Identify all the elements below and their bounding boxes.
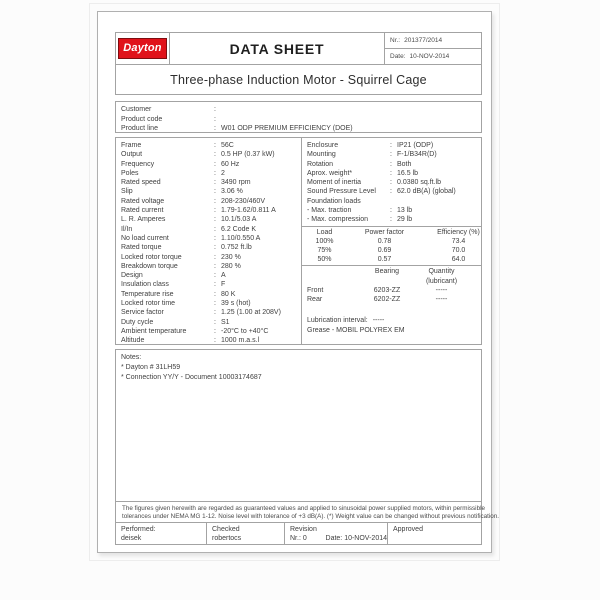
spec-label: Temperature rise — [121, 290, 174, 298]
colon: : — [214, 225, 216, 233]
colon: : — [214, 253, 216, 261]
datasheet-page — [97, 11, 500, 553]
spec-row-temperature-rise — [121, 290, 301, 299]
colon: : — [214, 337, 216, 345]
spec-label: Ambient temperature — [121, 327, 187, 335]
grease-value: Grease - MOBIL POLYREX EM — [307, 327, 405, 335]
spec-label: Enclosure — [307, 142, 339, 149]
spec-row-slip — [121, 187, 301, 196]
efficiency-cell: 70.0 — [451, 247, 466, 255]
colon: : — [214, 281, 216, 289]
doc-number-value: 201377/2014 — [404, 37, 443, 44]
spec-row-service-factor — [121, 308, 301, 317]
bearing-position-cell: Front — [307, 286, 324, 294]
revision-label: Revision — [290, 526, 317, 533]
bearing-table — [302, 267, 481, 304]
spec-row-lr-amperes — [121, 215, 301, 224]
spec-row-rated-speed — [121, 178, 301, 187]
spec-label: Poles — [121, 169, 139, 177]
spec-value: 56C — [221, 142, 234, 149]
spec-value: 3490 rpm — [221, 179, 251, 187]
customer-label: Customer — [121, 106, 152, 113]
notes-line: * Connection YY/Y - Document 10003174687 — [121, 374, 262, 381]
spec-value: 39 s (hot) — [221, 300, 251, 308]
colon: : — [214, 300, 216, 308]
checked-label: Checked — [212, 526, 240, 533]
spec-label: - Max. traction — [307, 207, 352, 215]
bearing-cell: 6202-ZZ — [373, 296, 401, 304]
bearing-quantity-cell: ----- — [435, 286, 448, 294]
spec-label: Altitude — [121, 337, 145, 345]
colon: : — [214, 179, 216, 187]
spec-row-rated-torque — [121, 243, 301, 252]
colon: : — [214, 262, 216, 270]
colon: : — [214, 207, 216, 215]
spec-label: Sound Pressure Level — [307, 188, 376, 196]
spec-value: 0.5 HP (0.37 kW) — [221, 151, 275, 159]
lubrication-interval-value: ----- — [372, 317, 385, 325]
colon: : — [214, 327, 216, 335]
bearing-table-header-bearing: Bearing — [374, 268, 400, 276]
spec-row-max-compression — [302, 215, 481, 224]
divider — [302, 226, 481, 227]
notes-line: * Dayton # 31LH59 — [121, 364, 181, 371]
spec-label: Rotation — [307, 160, 334, 168]
spec-row-max-traction — [302, 206, 481, 215]
spec-label: Locked rotor time — [121, 300, 176, 308]
spec-label: Breakdown torque — [121, 262, 178, 270]
colon: : — [214, 197, 216, 205]
bearing-cell: 6203-ZZ — [373, 286, 401, 294]
footer-revision-cell — [284, 523, 387, 544]
efficiency-cell: 64.0 — [451, 256, 466, 264]
spec-row-ambient-temperature — [121, 327, 301, 336]
colon: : — [214, 272, 216, 280]
spec-label: Service factor — [121, 309, 164, 317]
header-table — [115, 32, 482, 65]
spec-row-foundation-loads — [302, 197, 481, 206]
colon: : — [214, 142, 216, 149]
spec-value: 1.10/0.550 A — [221, 234, 261, 242]
spec-label: Slip — [121, 188, 133, 196]
spec-label: Mounting — [307, 151, 336, 159]
product-line-row — [121, 124, 481, 134]
spec-label: - Max. compression — [307, 216, 369, 224]
spec-label: No load current — [121, 234, 169, 242]
lubrication-interval-label: Lubrication interval: — [307, 317, 368, 325]
colon: : — [214, 290, 216, 298]
load-table — [302, 228, 481, 265]
spec-label: Foundation loads — [307, 197, 361, 205]
spec-value: 6.2 Code K — [221, 225, 257, 233]
disclaimer-line: tolerances under NEMA MG 1-12. Noise level with tolerance of +3 dB(A). (*) Weight value can be changed without previous notification. — [122, 513, 500, 521]
checked-value: robertocs — [212, 535, 242, 543]
spec-label: Rated voltage — [121, 197, 165, 205]
grease-row — [302, 326, 481, 336]
efficiency-cell: 73.4 — [451, 237, 466, 245]
colon: : — [390, 179, 392, 187]
doc-date-label: Date: — [390, 53, 406, 60]
bearing-table-header-position — [302, 267, 352, 285]
divider — [302, 265, 481, 266]
revision-number: Nr.: 0 — [290, 535, 307, 543]
customer-row — [121, 105, 481, 115]
spec-row-output — [121, 150, 301, 159]
spec-label: Il/In — [121, 225, 133, 233]
spec-row-mounting — [302, 150, 481, 159]
disclaimer-section — [115, 501, 500, 523]
colon: : — [390, 151, 392, 159]
spec-label: Aprox. weight* — [307, 169, 353, 177]
notes-title: Notes: — [121, 354, 142, 361]
spec-value: 0.0380 sq.ft.lb — [397, 179, 441, 187]
lubrication-interval-row — [302, 316, 481, 326]
spec-label: L. R. Amperes — [121, 216, 166, 224]
spec-value: 3.06 % — [221, 188, 243, 196]
colon: : — [214, 309, 216, 317]
spec-row-insulation-class — [121, 280, 301, 289]
bearing-position-cell: Rear — [307, 296, 323, 304]
spec-row-frame — [121, 141, 301, 150]
load-cell: 50% — [317, 256, 332, 264]
approved-label: Approved — [393, 526, 423, 533]
spec-value: 1000 m.a.s.l — [221, 337, 260, 345]
spec-row-enclosure — [302, 141, 481, 150]
disclaimer-line: The figures given herewith are regarded as guaranteed values and applied to sinusoidal power supplied motors, within permissible — [122, 505, 485, 512]
spec-value: 1.25 (1.00 at 208V) — [221, 309, 281, 317]
spec-row-approx-weight — [302, 169, 481, 178]
colon: : — [390, 207, 392, 215]
spec-value: 16.5 lb — [397, 169, 419, 177]
spec-value: F-1/B34R(D) — [397, 151, 437, 159]
spec-row-altitude — [121, 336, 301, 345]
colon: : — [214, 106, 216, 113]
colon: : — [214, 160, 216, 168]
customer-section — [115, 101, 482, 133]
dayton-logo: Dayton — [118, 38, 166, 59]
notes-section — [115, 349, 482, 502]
colon: : — [390, 216, 392, 224]
spec-label: Frequency — [121, 160, 155, 168]
colon: : — [214, 234, 216, 242]
power-factor-cell: 0.69 — [377, 247, 392, 255]
doc-number-label: Nr.: — [390, 37, 401, 44]
footer-table — [115, 522, 482, 545]
revision-date: Date: 10-NOV-2014 — [325, 535, 387, 543]
colon: : — [214, 244, 216, 252]
spec-row-rotation — [302, 160, 481, 169]
spec-label: Duty cycle — [121, 318, 154, 326]
datasheet-title-cell — [170, 33, 384, 64]
spec-value: -20°C to +40°C — [221, 327, 269, 335]
spec-value: 2 — [221, 169, 225, 177]
spec-value: 60 Hz — [221, 160, 240, 168]
colon: : — [214, 188, 216, 196]
product-line-label: Product line — [121, 125, 158, 132]
bearing-table-header-quantity: Quantity (lubricant) — [425, 268, 458, 285]
footer-performed-cell — [116, 523, 206, 544]
spec-value: 29 lb — [397, 216, 413, 224]
power-factor-cell: 0.57 — [377, 256, 392, 264]
doc-number-row — [385, 33, 481, 48]
spec-value: 62.0 dB(A) (global) — [397, 188, 456, 196]
doc-date-row — [385, 48, 481, 64]
spec-label: Rated speed — [121, 179, 161, 187]
product-line-value: W01 ODP PREMIUM EFFICIENCY (DOE) — [221, 125, 353, 132]
spec-row-breakdown-torque — [121, 262, 301, 271]
spec-row-design — [121, 271, 301, 280]
power-factor-cell: 0.78 — [377, 237, 392, 245]
colon: : — [214, 169, 216, 177]
product-code-row — [121, 115, 481, 125]
load-cell: 100% — [315, 237, 334, 245]
spec-row-rated-voltage — [121, 197, 301, 206]
spec-value: 1.79-1.62/0.811 A — [221, 207, 276, 215]
spec-row-rated-current — [121, 206, 301, 215]
document-subtitle: Three-phase Induction Motor - Squirrel Cage — [170, 72, 427, 87]
spec-label: Output — [121, 151, 143, 159]
spec-row-moment-of-inertia — [302, 178, 481, 187]
spec-row-locked-rotor-torque — [121, 253, 301, 262]
performed-value: deisek — [121, 535, 142, 543]
spec-right-column — [301, 138, 481, 344]
spec-row-no-load-current — [121, 234, 301, 243]
datasheet-title: DATA SHEET — [229, 40, 325, 57]
spec-row-poles — [121, 169, 301, 178]
load-table-header-power-factor: Power factor — [364, 228, 405, 236]
spec-row-sound-pressure-level — [302, 187, 481, 196]
product-code-label: Product code — [121, 115, 163, 123]
load-table-header-load: Load — [316, 228, 333, 236]
spec-row-duty-cycle — [121, 318, 301, 327]
spec-value: A — [221, 272, 226, 280]
colon: : — [214, 125, 216, 132]
spec-value: 10.1/5.03 A — [221, 216, 257, 224]
load-cell: 75% — [317, 247, 332, 255]
spec-label: Locked rotor torque — [121, 253, 182, 261]
colon: : — [390, 160, 392, 168]
spec-row-il-in — [121, 225, 301, 234]
spec-row-frequency — [121, 160, 301, 169]
spec-value: 208-230/460V — [221, 197, 265, 205]
spec-value: Both — [397, 160, 412, 168]
spec-section — [115, 137, 482, 345]
spec-label: Moment of inertia — [307, 179, 362, 187]
colon: : — [214, 318, 216, 326]
spec-left-column — [116, 138, 301, 344]
spec-label: Design — [121, 272, 143, 280]
bearing-quantity-cell: ----- — [435, 296, 448, 304]
spec-label: Frame — [121, 142, 142, 149]
spec-value: 13 lb — [397, 207, 413, 215]
doc-number-cell — [384, 33, 481, 64]
logo-cell — [116, 33, 170, 64]
footer-approved-cell — [387, 523, 481, 544]
spec-value: IP21 (ODP) — [397, 142, 434, 149]
colon: : — [214, 216, 216, 224]
spec-label: Rated torque — [121, 244, 162, 252]
performed-label: Performed: — [121, 526, 156, 533]
colon: : — [390, 188, 392, 196]
spec-value: 80 K — [221, 290, 236, 298]
spec-value: S1 — [221, 318, 230, 326]
title-band — [115, 64, 482, 95]
revision-values — [290, 534, 387, 543]
spec-value: F — [221, 281, 226, 289]
spec-label: Insulation class — [121, 281, 169, 289]
spec-value: 280 % — [221, 262, 241, 270]
footer-checked-cell — [206, 523, 284, 544]
spec-label: Rated current — [121, 207, 164, 215]
colon: : — [214, 115, 216, 123]
doc-date-value: 10-NOV-2014 — [409, 53, 450, 60]
colon: : — [214, 151, 216, 159]
load-table-header-efficiency: Efficiency (%) — [437, 228, 480, 236]
colon: : — [390, 169, 392, 177]
colon: : — [390, 142, 392, 149]
spec-row-locked-rotor-time — [121, 299, 301, 308]
spec-value: 0.752 ft.lb — [221, 244, 252, 252]
spec-value: 230 % — [221, 253, 241, 261]
